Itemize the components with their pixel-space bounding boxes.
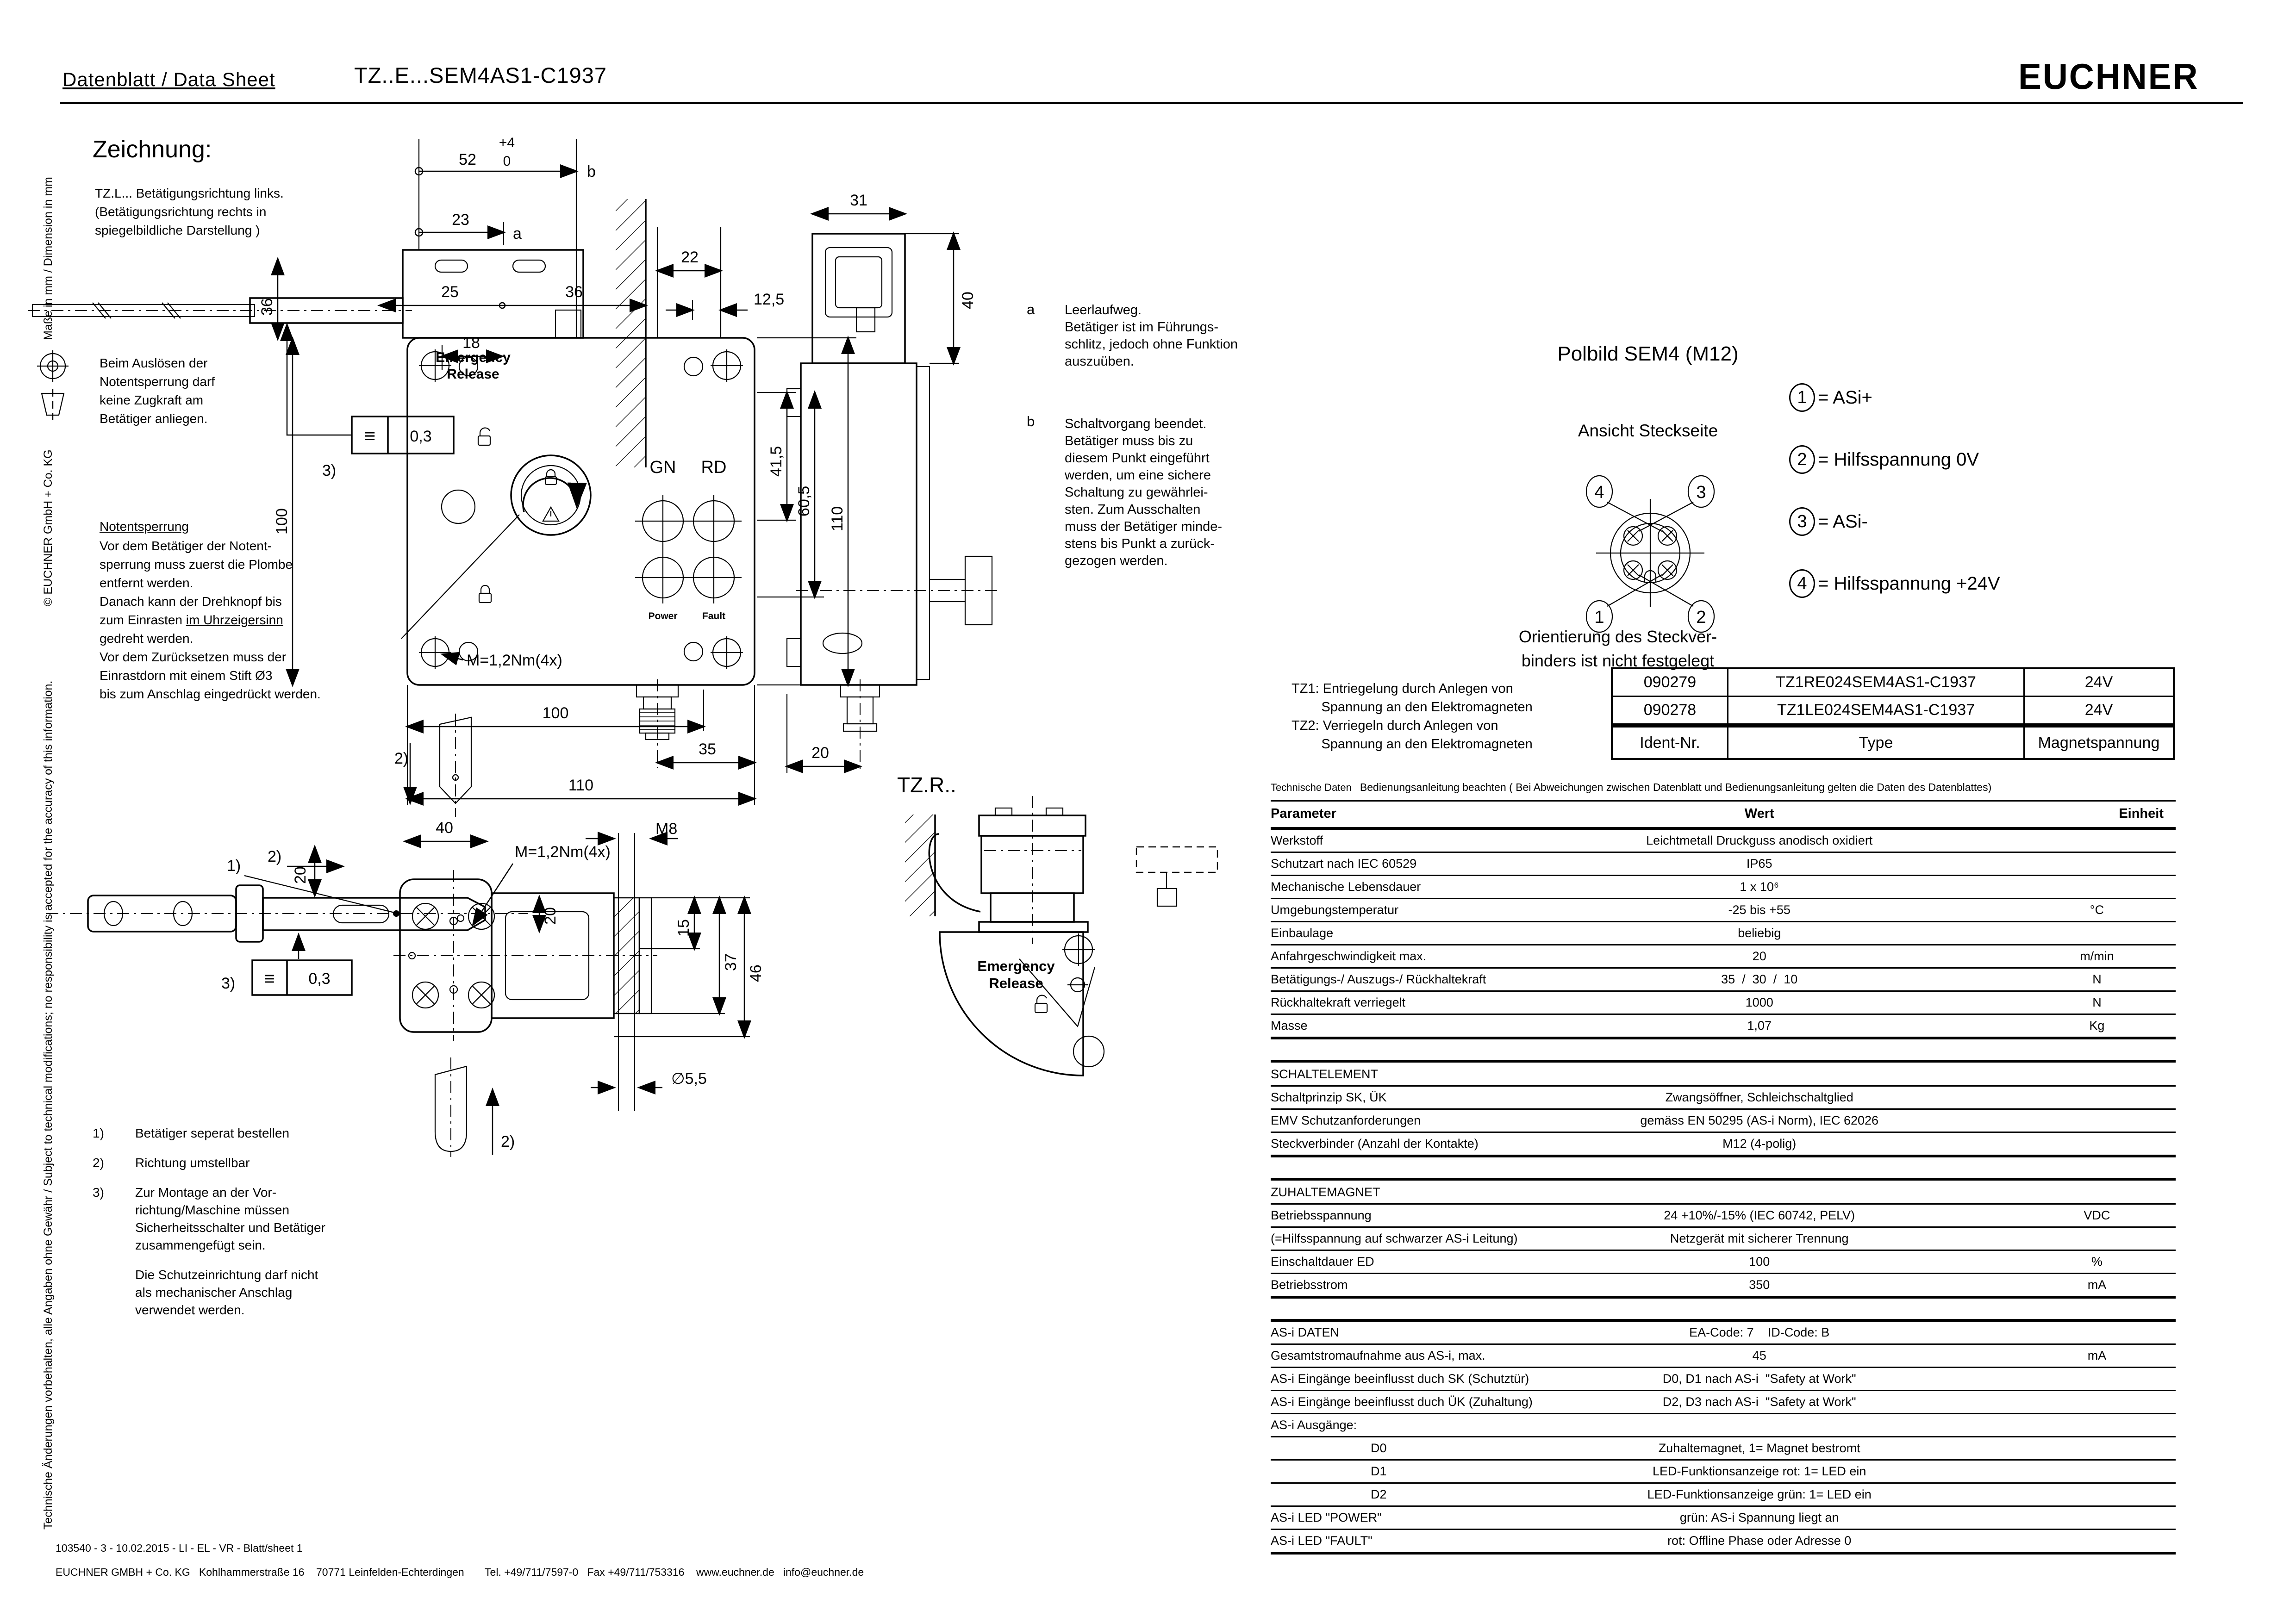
table-header-cell: Ident-Nr. — [1613, 725, 1728, 758]
svg-text:15: 15 — [675, 919, 693, 937]
text-line: binders ist nicht festgelegt — [1521, 651, 1715, 670]
ident-table — [1611, 667, 2175, 760]
text-line: Orientierung des Steckver- — [1518, 627, 1717, 646]
table-cell: D0 — [1370, 1441, 1387, 1455]
led-indicators — [635, 495, 742, 603]
svg-text:3: 3 — [1696, 483, 1706, 502]
table-cell: D1 — [1370, 1464, 1387, 1478]
column-header: Wert — [1744, 806, 1774, 821]
table-row — [1271, 1015, 2176, 1039]
table-cell: mA — [2087, 1349, 2107, 1362]
sidebar-legal-text: Technische Änderungen vorbehalten, alle Angaben ohne Gewähr / Subject to technical modifications; no responsibility is accepted for the accuracy of this information. — [42, 680, 55, 1530]
text-line: Zur Montage an der Vor- — [135, 1185, 277, 1200]
table-cell: 090278 — [1613, 697, 1728, 725]
table-cell: gemäss EN 50295 (AS-i Norm), IEC 62026 — [1640, 1113, 1879, 1127]
svg-text:∅5,5: ∅5,5 — [671, 1070, 707, 1088]
text-line: Danach kann der Drehknopf bis — [100, 594, 282, 609]
svg-text:GN: GN — [649, 458, 676, 477]
svg-text:22: 22 — [681, 249, 699, 266]
text-line: werden, um eine sichere — [1065, 468, 1211, 483]
table-cell: EA-Code: 7 ID-Code: B — [1689, 1325, 1830, 1339]
table-cell: 35 / 30 / 10 — [1721, 972, 1798, 986]
table-cell: VDC — [2084, 1208, 2110, 1222]
footnote-text — [135, 1184, 325, 1254]
footnotes — [93, 1125, 380, 1319]
table-cell: 350 — [1749, 1278, 1770, 1292]
svg-text:+4: +4 — [499, 135, 515, 150]
text-line: stens bis Punkt a zurück- — [1065, 536, 1215, 551]
text-line: Notentsperrung darf — [100, 374, 215, 389]
table-cell: Steckverbinder (Anzahl der Kontakte) — [1271, 1137, 1479, 1150]
tzr-sector — [940, 932, 1104, 1076]
svg-text:M8: M8 — [655, 820, 678, 838]
footnote-number: 2) — [93, 1156, 104, 1170]
table-cell: 090279 — [1613, 669, 1728, 697]
table-cell: 1 x 10⁶ — [1740, 880, 1779, 894]
text-line: sten. Zum Ausschalten — [1065, 502, 1201, 517]
svg-text:37: 37 — [722, 953, 740, 971]
euchner-logo: EUCHNER — [2018, 56, 2199, 97]
text-line: entfernt werden. — [100, 576, 193, 590]
table-row — [1271, 830, 2176, 853]
svg-text:Power: Power — [648, 611, 678, 622]
svg-text:110: 110 — [568, 777, 594, 794]
sidebar-dimension-note: Maße in mm / Dimension in mm — [42, 177, 55, 340]
text-line: Einrastdorn mit einem Stift Ø3 — [100, 668, 273, 683]
table-cell: Betriebsspannung — [1271, 1208, 1372, 1222]
note-b-label: b — [1027, 413, 1035, 429]
table-cell: 24V — [2025, 669, 2173, 697]
table-row — [1271, 1391, 2176, 1414]
footnote-text — [135, 1125, 289, 1142]
table-row — [1271, 1345, 2176, 1368]
legend-item — [1789, 507, 2000, 536]
svg-text:Emergency: Emergency — [436, 350, 511, 365]
svg-text:18: 18 — [462, 334, 480, 352]
text-line: auszuüben. — [1065, 354, 1134, 369]
legend-item — [1789, 383, 2000, 412]
pin-number-badge: 2 — [1789, 445, 1815, 474]
table-header-cell: Type — [1728, 725, 2025, 758]
model-number: TZ..E...SEM4AS1-C1937 — [354, 63, 607, 87]
table-cell: AS-i LED "FAULT" — [1271, 1534, 1373, 1548]
tech-table — [1271, 781, 2176, 1555]
polbild-subtitle: Ansicht Steckseite — [1578, 421, 1718, 440]
table-cell: IP65 — [1746, 857, 1772, 871]
svg-text:≡: ≡ — [264, 969, 275, 989]
svg-text:2: 2 — [1696, 608, 1706, 627]
text-line: als mechanischer Anschlag — [135, 1285, 293, 1300]
tech-table-section — [1271, 1178, 2176, 1299]
text-line: Leerlaufweg. — [1065, 303, 1142, 317]
table-row — [1271, 1368, 2176, 1391]
table-cell: grün: AS-i Spannung liegt an — [1679, 1511, 1839, 1524]
svg-text:35: 35 — [699, 740, 716, 758]
bottom-drawings — [28, 717, 815, 1157]
table-cell: m/min — [2080, 949, 2114, 963]
svg-text:2): 2) — [394, 750, 409, 767]
svg-text:0: 0 — [503, 154, 511, 169]
table-row — [1271, 992, 2176, 1015]
svg-text:a: a — [513, 225, 522, 243]
svg-text:0,3: 0,3 — [308, 970, 331, 988]
text-line: (Betätigungsrichtung rechts in — [95, 205, 267, 219]
table-row — [1271, 1530, 2176, 1555]
orientation-note — [1502, 625, 1734, 673]
text-line: Vor dem Zurücksetzen muss der — [100, 650, 287, 664]
table-cell: 45 — [1752, 1349, 1766, 1362]
padlock-locked-icon — [479, 585, 491, 603]
table-row — [1271, 1110, 2176, 1133]
table-cell: Leichtmetall Druckguss anodisch oxidiert — [1646, 833, 1873, 847]
text-line: Richtung umstellbar — [135, 1156, 250, 1170]
text-line: keine Zugkraft am — [100, 393, 204, 407]
table-row — [1271, 1087, 2176, 1110]
footnote-item — [93, 1154, 380, 1172]
pin-number-badge: 1 — [1789, 383, 1815, 412]
sidebar-copyright: © EUCHNER GmbH + Co. KG — [42, 449, 55, 606]
svg-text:36: 36 — [565, 283, 583, 301]
table-row — [1271, 1133, 2176, 1157]
blade-top — [394, 714, 471, 817]
tech-table-section — [1271, 830, 2176, 1039]
text-line: Betätiger muss bis zu — [1065, 434, 1193, 448]
text-line: gezogen werden. — [1065, 553, 1168, 568]
text-line: Beim Auslösen der — [100, 356, 208, 370]
tech-table-header — [1271, 800, 2176, 830]
table-cell: 24V — [2025, 697, 2173, 725]
table-row — [1271, 1205, 2176, 1228]
table-cell: 24 +10%/-15% (IEC 60742, PELV) — [1664, 1208, 1855, 1222]
table-cell: Zuhaltemagnet, 1= Magnet bestromt — [1658, 1441, 1860, 1455]
svg-text:3): 3) — [322, 462, 337, 479]
table-row — [1271, 1507, 2176, 1530]
footnote-item — [93, 1125, 380, 1142]
table-row — [1271, 1437, 2176, 1461]
table-cell: N — [2092, 972, 2102, 986]
note-a-label: a — [1027, 301, 1035, 317]
pin-number-badge: 3 — [1789, 507, 1815, 536]
svg-text:20: 20 — [811, 744, 829, 762]
svg-text:0,3: 0,3 — [410, 428, 432, 445]
pin-number-badge: 4 — [1789, 569, 1815, 598]
svg-text:40: 40 — [436, 819, 453, 837]
svg-text:Release: Release — [989, 975, 1043, 991]
tech-table-section — [1271, 1060, 2176, 1157]
svg-text:20: 20 — [542, 907, 559, 925]
svg-text:≡: ≡ — [364, 425, 376, 447]
table-header-cell: Magnetspannung — [2025, 725, 2173, 758]
zeichnung-heading: Zeichnung: — [93, 136, 212, 163]
text-line: verwendet werden. — [135, 1303, 245, 1317]
table-cell: Schaltprinzip SK, ÜK — [1271, 1090, 1387, 1104]
table-cell: 1000 — [1745, 995, 1773, 1009]
table-row — [1271, 969, 2176, 992]
tzr-housing — [979, 796, 1088, 944]
pin-label: = Hilfsspannung +24V — [1818, 573, 2000, 594]
table-row — [1271, 1414, 2176, 1437]
padlock-closed-icon — [545, 470, 556, 485]
table-cell: 1,07 — [1747, 1019, 1772, 1032]
text-line: Schaltung zu gewährlei- — [1065, 485, 1208, 500]
svg-text:36: 36 — [258, 298, 276, 316]
svg-text:20: 20 — [292, 866, 309, 884]
table-cell: D2 — [1370, 1487, 1387, 1501]
text-line: TZ1: Entriegelung durch Anlegen von — [1292, 681, 1513, 696]
table-cell: M12 (4-polig) — [1722, 1137, 1797, 1150]
text-line: sperrung muss zuerst die Plombe — [100, 557, 293, 572]
legend-item — [1789, 445, 2000, 474]
table-cell: Betätigungs-/ Auszugs-/ Rückhaltekraft — [1271, 972, 1486, 986]
svg-text:23: 23 — [452, 211, 469, 229]
table-cell: N — [2092, 995, 2102, 1009]
table-cell: AS-i Eingänge beeinflusst duch ÜK (Zuhaltung) — [1271, 1395, 1533, 1409]
svg-text:2): 2) — [501, 1133, 515, 1150]
section-title: SCHALTELEMENT — [1271, 1063, 2176, 1087]
reset-dial — [442, 490, 475, 523]
table-cell: (=Hilfsspannung auf schwarzer AS-i Leitung) — [1271, 1231, 1518, 1245]
table-cell: °C — [2090, 903, 2104, 917]
svg-text:RD: RD — [701, 458, 727, 477]
text-line: zum Einrasten im Uhrzeigersinn — [100, 613, 283, 627]
text-line: Betätiger seperat bestellen — [135, 1126, 290, 1140]
text-line: Betätiger anliegen. — [100, 411, 208, 426]
table-row — [1271, 1228, 2176, 1251]
notentsperrung-title: Notentsperrung — [100, 519, 189, 534]
table-cell: AS-i LED "POWER" — [1271, 1511, 1382, 1524]
svg-text:4: 4 — [1594, 483, 1604, 502]
warning-triangle-icon — [543, 507, 559, 521]
table-cell: Mechanische Lebensdauer — [1271, 880, 1421, 894]
table-cell: AS-i Eingänge beeinflusst duch SK (Schutztür) — [1271, 1372, 1529, 1386]
table-row — [1271, 1274, 2176, 1299]
svg-text:M=1,2Nm(4x): M=1,2Nm(4x) — [467, 652, 562, 669]
tech-caption-small: Technische Daten — [1271, 782, 1352, 793]
table-cell: % — [2091, 1255, 2103, 1269]
note-a-text — [1065, 302, 1238, 370]
table-cell: Kg — [2089, 1019, 2105, 1032]
table-row — [1271, 945, 2176, 969]
wall-hatch — [616, 199, 646, 467]
tech-table-section — [1271, 1319, 2176, 1555]
table-cell: D0, D1 nach AS-i "Safety at Work" — [1662, 1372, 1856, 1386]
tz-magnet-note — [1292, 679, 1533, 753]
text-line: zusammengefügt sein. — [135, 1238, 266, 1252]
footer-line-1: 103540 - 3 - 10.02.2015 - LI - EL - VR - Blatt/sheet 1 — [56, 1542, 303, 1554]
text-line: Sicherheitsschalter und Betätiger — [135, 1220, 325, 1235]
table-cell: Umgebungstemperatur — [1271, 903, 1399, 917]
switch-top-view — [292, 819, 765, 1111]
table-cell: rot: Offline Phase oder Adresse 0 — [1667, 1534, 1852, 1548]
table-cell: Schutzart nach IEC 60529 — [1271, 857, 1417, 871]
table-cell: Netzgerät mit sicherer Trennung — [1670, 1231, 1849, 1245]
tech-table-body — [1271, 830, 2176, 1555]
table-row — [1271, 1251, 2176, 1274]
tzr-bracket-side — [1136, 847, 1217, 906]
tech-table-caption — [1271, 781, 2176, 794]
footnote-text — [135, 1154, 250, 1172]
table-cell: beliebig — [1738, 926, 1781, 940]
table-cell: Rückhaltekraft verriegelt — [1271, 995, 1406, 1009]
svg-text:3): 3) — [221, 975, 236, 992]
table-cell: Masse — [1271, 1019, 1308, 1032]
dimensions-top — [258, 135, 784, 685]
table-cell: Betriebsstrom — [1271, 1278, 1348, 1292]
front-view-drawing — [401, 338, 755, 768]
text-line: Spannung an den Elektromagneten — [1292, 700, 1533, 715]
table-row — [1271, 899, 2176, 922]
footnote-number: 3) — [93, 1185, 104, 1200]
table-cell: 20 — [1752, 949, 1766, 963]
footnote-number: 1) — [93, 1126, 104, 1140]
polbild-legend — [1789, 383, 2000, 631]
pin-label: = ASi- — [1818, 511, 1868, 532]
svg-text:110: 110 — [829, 506, 846, 531]
table-row — [1271, 1484, 2176, 1507]
pin-label: = Hilfsspannung 0V — [1818, 449, 1979, 470]
text-line: bis zum Anschlag eingedrückt werden. — [100, 687, 321, 701]
svg-text:Release: Release — [447, 367, 499, 382]
text-line: diesem Punkt eingeführt — [1065, 451, 1210, 466]
text-line: Schaltvorgang beendet. — [1065, 417, 1207, 431]
table-row — [1271, 922, 2176, 945]
column-header: Einheit — [2119, 806, 2164, 821]
table-cell: LED-Funktionsanzeige rot: 1= LED ein — [1652, 1464, 1866, 1478]
svg-text:Fault: Fault — [702, 611, 726, 622]
text-line: richtung/Maschine müssen — [135, 1203, 290, 1217]
table-cell: EMV Schutzanforderungen — [1271, 1113, 1421, 1127]
note-b-text — [1065, 416, 1222, 570]
text-line: Vor dem Betätiger der Notent- — [100, 539, 272, 553]
header-rule — [60, 102, 2243, 104]
svg-text:TZ.R..: TZ.R.. — [897, 773, 956, 797]
mounting-plate — [403, 250, 583, 338]
text-line: schlitz, jedoch ohne Funktion — [1065, 337, 1238, 352]
padlock-open-icon — [478, 428, 490, 445]
table-row — [1271, 1322, 2176, 1345]
svg-text:41,5: 41,5 — [767, 446, 785, 477]
svg-text:2): 2) — [268, 848, 282, 865]
svg-text:40: 40 — [959, 292, 977, 309]
svg-text:46: 46 — [747, 964, 765, 982]
text-line: muss der Betätiger minde- — [1065, 519, 1223, 534]
table-row — [1271, 876, 2176, 899]
svg-text:12,5: 12,5 — [754, 291, 785, 308]
table-row — [1271, 853, 2176, 876]
svg-text:60,5: 60,5 — [795, 485, 813, 516]
text-line: TZ2: Verriegeln durch Anlegen von — [1292, 718, 1498, 733]
footer-line-2: EUCHNER GMBH + Co. KG Kohlhammerstraße 16 70771 Leinfelden-Echterdingen Tel. +49/711/7597-0 Fax +49/711/753316 www.euchner.de info@euchner.de — [56, 1566, 864, 1578]
svg-text:1): 1) — [227, 857, 241, 875]
text-line: gedreht werden. — [100, 631, 193, 646]
actuator-side-view — [28, 298, 454, 479]
svg-text:100: 100 — [273, 508, 291, 535]
table-cell: D2, D3 nach AS-i "Safety at Work" — [1662, 1395, 1856, 1409]
table-cell: Anfahrgeschwindigkeit max. — [1271, 949, 1427, 963]
text-line: Die Schutzeinrichtung darf nicht — [135, 1268, 318, 1282]
text-line: TZ.L... Betätigungsrichtung links. — [95, 186, 284, 200]
table-cell: -25 bis +55 — [1728, 903, 1791, 917]
table-cell: AS-i DATEN — [1271, 1325, 1340, 1339]
tzr-drawing — [880, 750, 1259, 1083]
table-cell: LED-Funktionsanzeige grün: 1= LED ein — [1647, 1487, 1872, 1501]
svg-text:Emergency: Emergency — [977, 958, 1055, 974]
footnote-extra — [135, 1266, 380, 1319]
table-cell: TZ1RE024SEM4AS1-C1937 — [1728, 669, 2025, 697]
svg-text:100: 100 — [542, 704, 569, 722]
table-cell: 100 — [1749, 1255, 1770, 1269]
table-cell: Werkstoff — [1271, 833, 1323, 847]
text-line: Spannung an den Elektromagneten — [1292, 737, 1533, 752]
table-cell: TZ1LE024SEM4AS1-C1937 — [1728, 697, 2025, 725]
table-cell: Einschaltdauer ED — [1271, 1255, 1374, 1269]
polbild-title: Polbild SEM4 (M12) — [1557, 342, 1739, 365]
svg-text:M=1,2Nm(4x): M=1,2Nm(4x) — [515, 843, 611, 861]
svg-text:52: 52 — [459, 151, 476, 168]
svg-text:25: 25 — [441, 283, 459, 301]
table-cell: mA — [2087, 1278, 2107, 1292]
table-cell: Gesamtstromaufnahme aus AS-i, max. — [1271, 1349, 1485, 1362]
side-view-drawing — [787, 192, 1000, 773]
text-line: spiegelbildliche Darstellung ) — [95, 223, 260, 237]
footnote-item — [93, 1184, 380, 1254]
table-row — [1271, 1461, 2176, 1484]
svg-text:31: 31 — [850, 192, 867, 209]
tech-caption: Bedienungsanleitung beachten ( Bei Abweichungen zwischen Datenblatt und Bedienungsanleitung gelten die Daten des Datenblattes) — [1360, 781, 1992, 793]
pin-label: = ASi+ — [1818, 387, 1872, 408]
svg-text:1: 1 — [1594, 608, 1604, 627]
column-header: Parameter — [1271, 806, 1336, 821]
section-title: ZUHALTEMAGNET — [1271, 1181, 2176, 1205]
svg-text:b: b — [587, 163, 596, 180]
text-line: Betätiger ist im Führungs- — [1065, 320, 1219, 335]
legend-item — [1789, 569, 2000, 598]
blade-bottom — [435, 1057, 515, 1157]
doc-type-title: Datenblatt / Data Sheet — [62, 68, 275, 90]
table-cell: Zwangsöffner, Schleichschaltglied — [1665, 1090, 1853, 1104]
table-cell: Einbaulage — [1271, 926, 1334, 940]
table-cell: AS-i Ausgänge: — [1271, 1418, 1357, 1432]
